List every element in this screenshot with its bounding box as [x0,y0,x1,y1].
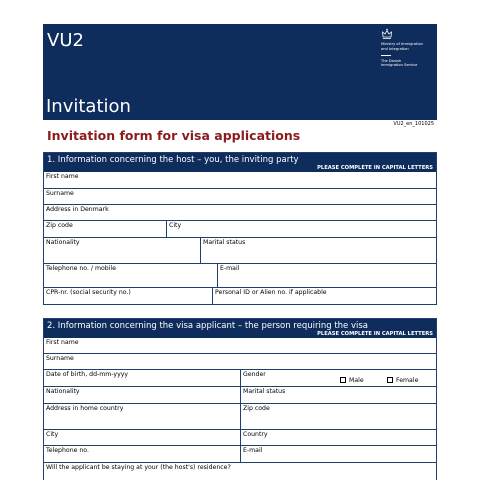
host-zip-label: Zip code [46,222,73,229]
host-marital-label: Marital status [203,239,246,246]
applicant-country-label: Country [243,431,268,438]
applicant-staying-field [44,463,436,481]
form-name: Invitation [46,96,131,117]
applicant-first-name-label: First name [46,339,79,346]
applicant-nationality-field[interactable] [44,387,241,404]
host-personal-id-label: Personal ID or Alien no. if applicable [215,289,327,296]
applicant-dob-label: Date of birth, dd-mm-yyyy [46,371,129,378]
form-header [43,24,437,120]
section-host-header [44,153,436,172]
applicant-email-label: E-mail [243,447,263,454]
applicant-address-field[interactable] [44,404,241,430]
host-address-label: Address in Denmark [46,206,109,213]
form-title: Invitation form for visa applications [47,128,301,143]
section-applicant-header [44,319,436,338]
applicant-address-label: Address in home country [46,405,124,412]
applicant-surname-field[interactable] [44,354,436,370]
host-phone-label: Telephone no. / mobile [46,265,116,272]
applicant-marital-label: Marital status [243,388,286,395]
service-line-2: Immigration Service [381,63,418,68]
applicant-country-field[interactable] [241,430,436,446]
host-zip-field[interactable] [44,221,167,238]
applicant-phone-label: Telephone no. [46,447,89,454]
form-code: VU2 [47,30,84,51]
host-surname-label: Surname [46,190,74,197]
ministry-logo [381,28,435,68]
female-checkbox[interactable] [387,377,393,383]
host-nationality-field[interactable] [44,238,201,264]
applicant-zip-label: Zip code [243,405,270,412]
applicant-city-field[interactable] [44,430,241,446]
ministry-line-1: Ministry of Immigration [381,42,423,46]
host-first-name-field[interactable] [44,172,436,189]
host-surname-field[interactable] [44,189,436,205]
host-phone-field[interactable] [44,264,218,288]
applicant-marital-field[interactable] [241,387,436,404]
applicant-city-label: City [46,431,59,438]
section-applicant [43,318,437,480]
applicant-gender-label: Gender [243,371,266,378]
male-checkbox[interactable] [340,377,346,383]
applicant-phone-field[interactable] [44,446,241,463]
host-personal-id-field[interactable] [213,288,436,304]
female-label: Female [396,377,419,384]
ministry-line-2: and Integration [381,46,409,51]
crown-icon [381,28,393,40]
applicant-nationality-label: Nationality [46,388,80,395]
host-city-field[interactable] [167,221,436,238]
host-city-label: City [169,222,182,229]
applicant-dob-field[interactable] [44,370,241,387]
host-email-field[interactable] [218,264,436,288]
applicant-first-name-field[interactable] [44,338,436,354]
applicant-surname-label: Surname [46,355,74,362]
applicant-email-field[interactable] [241,446,436,463]
logo-divider [381,55,391,56]
host-address-field[interactable] [44,205,436,221]
section-applicant-title: 2. Information concerning the visa applicant – the person requiring the visa [47,321,369,331]
host-cpr-label: CPR-nr. (social security no.) [46,289,131,296]
male-label: Male [349,377,364,384]
form-version: VU2_en_101025 [393,121,434,127]
host-marital-field[interactable] [201,238,436,264]
host-first-name-label: First name [46,173,79,180]
host-email-label: E-mail [220,265,240,272]
applicant-staying-label: Will the applicant be staying at your (the host's) residence? [46,464,231,471]
applicant-zip-field[interactable] [241,404,436,430]
service-line-1: The Danish [381,58,402,63]
gender-male-option[interactable] [340,377,364,384]
section-host [43,152,437,305]
section-applicant-note: PLEASE COMPLETE IN CAPITAL LETTERS [317,331,433,337]
section-host-note: PLEASE COMPLETE IN CAPITAL LETTERS [317,165,433,171]
host-nationality-label: Nationality [46,239,80,246]
applicant-gender-field [241,370,436,387]
host-cpr-field[interactable] [44,288,213,304]
section-host-title: 1. Information concerning the host – you, the inviting party [47,155,299,165]
gender-female-option[interactable] [387,377,418,384]
